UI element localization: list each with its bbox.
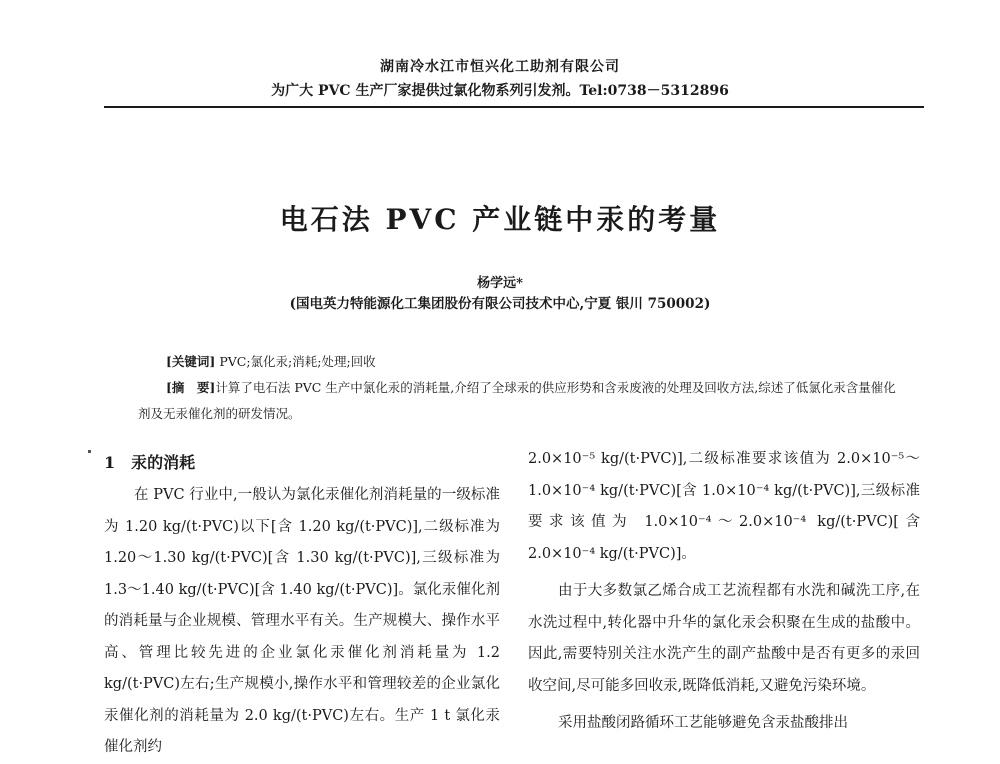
keywords-label: [关键词]	[166, 354, 216, 369]
author: 杨学远*	[477, 276, 523, 291]
keywords-text: PVC;氯化汞;消耗;处理;回收	[215, 354, 376, 369]
scan-speck	[88, 450, 91, 453]
affiliation: (国电英力特能源化工集团股份有限公司技术中心,宁夏 银川 750002)	[289, 296, 711, 312]
header-divider	[104, 106, 924, 108]
paragraph: 在 PVC 行业中,一般认为氯化汞催化剂消耗量的一级标准为 1.20 kg/(t·PVC)以下[含 1.20 kg/(t·PVC)],二级标准为 1.20～1.30 kg/(t·PVC)[含 1.30 kg/(t·PVC)],三级标准为 1.3～1.40 kg/(t·PVC)[含 1.40 kg/(t·PVC)]。氯化汞催化剂的消耗量与企业规模、管理水平有关。生产规模大、操作水平高、管理比较先进的企业氯化汞催化剂消耗量为 1.2 kg/(t·PVC)左右;生产规模小,操作水平和管理较差的企业氯化汞催化剂的消耗量为 2.0 kg/(t·PVC)左右。生产 1 t 氯化汞催化剂约	[104, 487, 500, 755]
journal-header-tagline: 为广大 PVC 生产厂家提供过氯化物系列引发剂。Tel:0738－5312896	[271, 83, 729, 99]
left-column	[104, 480, 500, 764]
abstract-label: [摘 要]	[166, 380, 216, 395]
journal-header-company: 湖南冷水江市恒兴化工助剂有限公司	[380, 59, 620, 75]
abstract-text: 计算了电石法 PVC 生产中氯化汞的消耗量,介绍了全球汞的供应形势和含汞废液的处理及回收方法,综述了低氯化汞含量催化剂及无汞催化剂的研发情况。	[138, 380, 896, 421]
paragraph: 由于大多数氯乙烯合成工艺流程都有水洗和碱洗工序,在水洗过程中,转化器中升华的氯化汞会积聚在生成的盐酸中。因此,需要特别关注水洗产生的副产盐酸中是否有更多的汞回收空间,尽可能多回收汞,既降低消耗,又避免污染环境。	[528, 583, 920, 694]
keywords	[166, 349, 906, 375]
paragraph: 2.0×10⁻⁵ kg/(t·PVC)],二级标准要求该值为 2.0×10⁻⁵～1.0×10⁻⁴ kg/(t·PVC)[含 1.0×10⁻⁴ kg/(t·PVC)],三级标准要求该值为 1.0×10⁻⁴～2.0×10⁻⁴ kg/(t·PVC)[含 2.0×10⁻⁴ kg/(t·PVC)]。	[528, 451, 920, 562]
article-title: 电石法 PVC 产业链中汞的考量	[279, 203, 721, 236]
paragraph: 采用盐酸闭路循环工艺能够避免含汞盐酸排出	[558, 715, 848, 731]
section-heading: 1 汞的消耗	[104, 453, 196, 472]
right-column	[528, 444, 920, 740]
abstract	[138, 375, 908, 427]
